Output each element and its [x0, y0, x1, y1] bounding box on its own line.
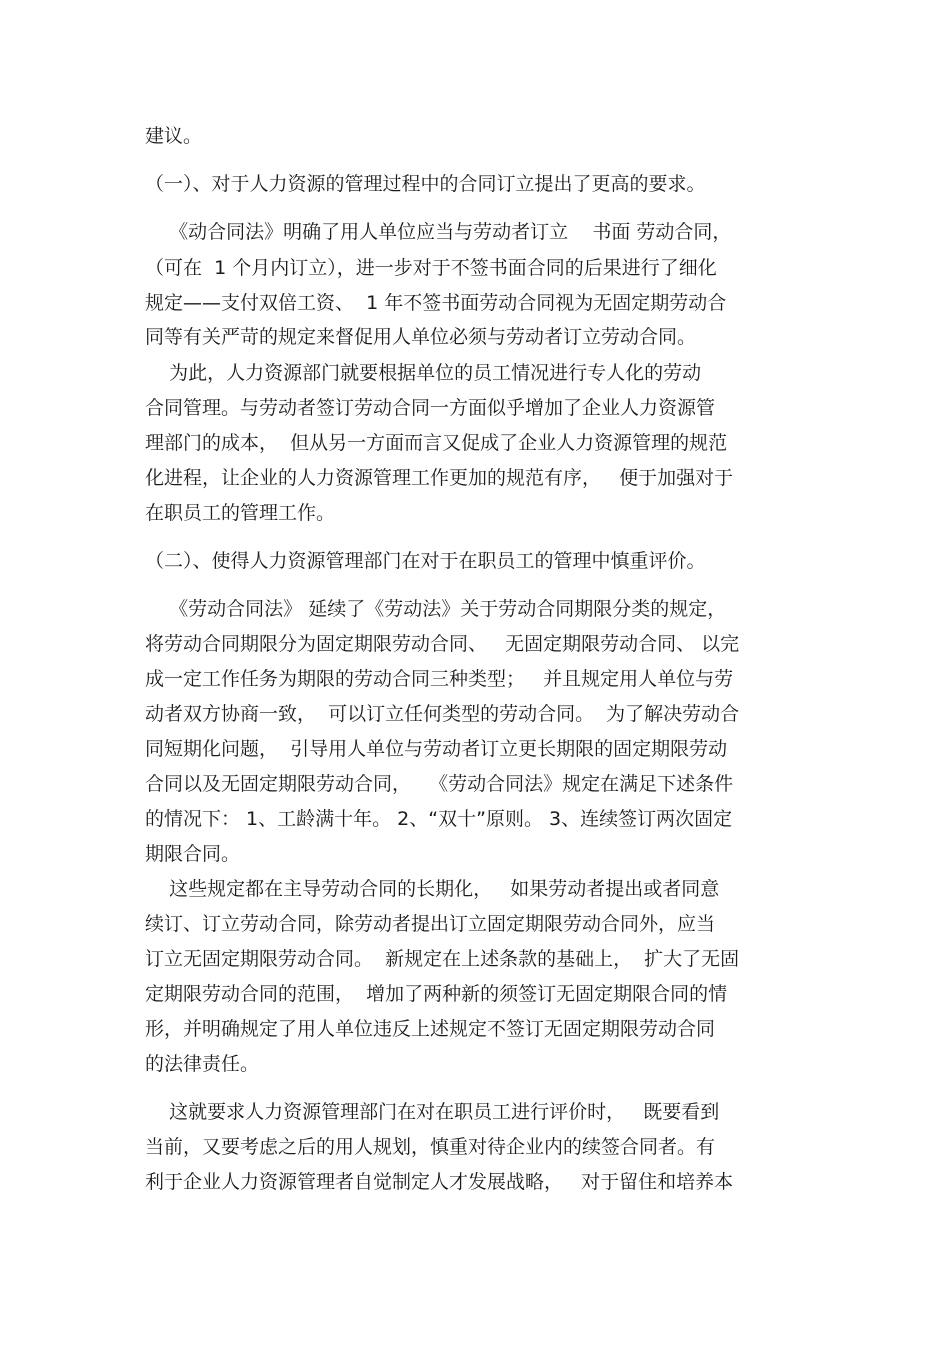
section-heading-1: （一）、对于人力资源的管理过程中的合同订立提出了更高的要求。	[145, 173, 706, 195]
text-line: 在职员工的管理工作。	[145, 502, 336, 524]
text-line: 续订、订立劳动合同，除劳动者提出订立固定期限劳动合同外，应当	[145, 913, 716, 935]
section-heading-2: （二）、使得人力资源管理部门在对于在职员工的管理中慎重评价。	[145, 550, 706, 572]
text-line: （可在 1 个月内订立），进一步对于不签书面合同的后果进行了细化	[145, 257, 717, 279]
text-line: 为此，人力资源部门就要根据单位的员工情况进行专人化的劳动	[145, 362, 702, 384]
text-line: 将劳动合同期限分为固定期限劳动合同、 无固定期限劳动合同、 以完	[145, 633, 740, 655]
text-line: 当前，又要考虑之后的用人规划，慎重对待企业内的续签合同者。有	[145, 1136, 716, 1158]
text-line: 同短期化问题， 引导用人单位与劳动者订立更长期限的固定期限劳动	[145, 738, 728, 760]
text-line: 期限合同。	[145, 843, 241, 865]
text-line: 《动合同法》明确了用人单位应当与劳动者订立 书面 劳动合同，	[145, 221, 732, 243]
text-line: 成一定工作任务为期限的劳动合同三种类型； 并且规定用人单位与劳	[145, 668, 734, 690]
text-line: 利于企业人力资源管理者自觉制定人才发展战略， 对于留住和培养本	[145, 1171, 734, 1193]
text-line: 的法律责任。	[145, 1053, 260, 1075]
text-line: 建议。	[145, 125, 203, 147]
text-line: 《劳动合同法》 延续了《劳动法》关于劳动合同期限分类的规定，	[145, 598, 727, 620]
text-line: 理部门的成本， 但从另一方面而言又促成了企业人力资源管理的规范	[145, 432, 728, 454]
text-line: 合同以及无固定期限劳动合同， 《劳动合同法》规定在满足下述条件	[145, 773, 734, 795]
text-line: 形，并明确规定了用人单位违反上述规定不签订无固定期限劳动合同	[145, 1018, 716, 1040]
text-line: 合同管理。与劳动者签订劳动合同一方面似乎增加了企业人力资源管	[145, 397, 716, 419]
text-line: 规定——支付双倍工资、 1 年不签书面劳动合同视为无固定期劳动合	[145, 292, 727, 314]
text-line: 同等有关严苛的规定来督促用人单位必须与劳动者订立劳动合同。	[145, 326, 697, 348]
text-line: 动者双方协商一致， 可以订立任何类型的劳动合同。 为了解决劳动合	[145, 703, 740, 725]
text-line: 定期限劳动合同的范围， 增加了两种新的须签订无固定期限合同的情	[145, 983, 728, 1005]
text-line: 的情况下： 1、工龄满十年。 2、“双十”原则。 3、连续签订两次固定	[145, 808, 733, 830]
text-line: 这些规定都在主导劳动合同的长期化， 如果劳动者提出或者同意	[145, 878, 720, 900]
text-line: 化进程，让企业的人力资源管理工作更加的规范有序， 便于加强对于	[145, 467, 734, 489]
text-line: 订立无固定期限劳动合同。 新规定在上述条款的基础上， 扩大了无固	[145, 948, 740, 970]
text-line: 这就要求人力资源管理部门在对在职员工进行评价时， 既要看到	[145, 1101, 720, 1123]
